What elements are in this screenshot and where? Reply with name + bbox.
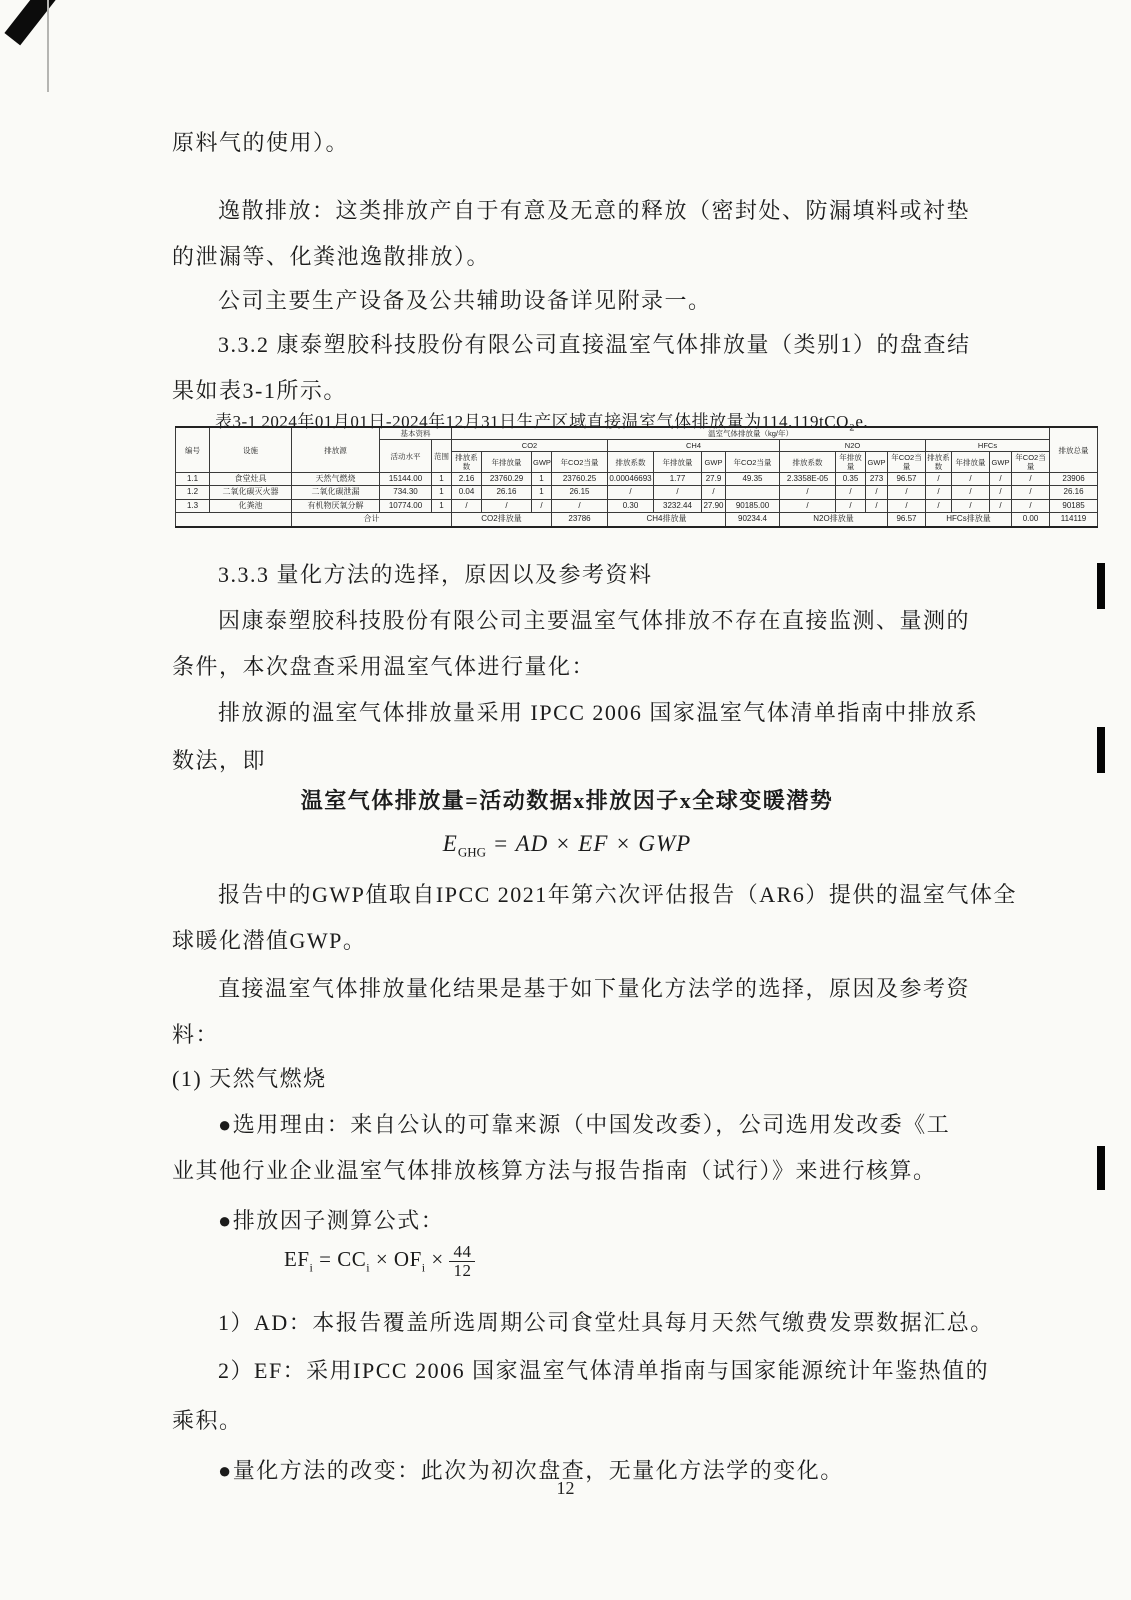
col-header-ef: 排放系数 bbox=[927, 453, 950, 471]
col-header-ch4: CH4 bbox=[608, 440, 780, 452]
table-row: 1.3 化粪池 有机物厌氧分解 10774.00 1 / / / / 0.30 3232.44 27.90 90185.00 / / / / / / / / 90185 bbox=[176, 499, 1098, 512]
body-line: 直接温室气体排放量化结果是基于如下量化方法学的选择，原因及参考资 bbox=[218, 976, 971, 1001]
col-header-gwp: GWP bbox=[532, 452, 552, 473]
summary-total-value: 114119 bbox=[1050, 513, 1098, 527]
body-line: 数法，即 bbox=[172, 748, 267, 773]
col-header-source: 排放源 bbox=[292, 427, 380, 473]
col-header-basic-info: 基本资料 bbox=[380, 427, 452, 440]
body-line: 因康泰塑胶科技股份有限公司主要温室气体排放不存在直接监测、量测的 bbox=[218, 608, 971, 633]
ghg-equation: $E_{GHG}$ = AD × EF × GWP bbox=[442, 831, 692, 860]
col-header-annual: 年排放量 bbox=[952, 452, 990, 473]
col-header-scope: 范围 bbox=[432, 440, 452, 473]
col-header-co2: CO2 bbox=[452, 440, 608, 452]
table-row: 1.2 二氧化碳灭火器 二氧化碳泄漏 734.30 1 0.04 26.16 1 26.15 / / / / / / / / / / / 26.16 bbox=[176, 486, 1098, 499]
body-line: 乘积。 bbox=[172, 1408, 243, 1433]
body-line: 业其他行业企业温室气体排放核算方法与报告指南（试行）》来进行核算。 bbox=[172, 1158, 937, 1183]
list-item-natural-gas: (1) 天然气燃烧 bbox=[172, 1066, 327, 1091]
table-row: 1.1 食堂灶具 天然气燃烧 15144.00 1 2.16 23760.29 1 23760.25 0.00046693 1.77 27.9 49.35 2.3358E-05 0.35 273 96.57 / / / / 23906 bbox=[176, 473, 1098, 486]
col-header-gwp: GWP bbox=[702, 452, 726, 473]
scan-edge-mark bbox=[1097, 727, 1105, 773]
col-header-annual: 年排放量 bbox=[654, 452, 702, 473]
col-header-gwp: GWP bbox=[866, 452, 888, 473]
body-line: 公司主要生产设备及公共辅助设备详见附录一。 bbox=[218, 288, 712, 313]
body-line: 的泄漏等、化粪池逸散排放）。 bbox=[172, 244, 491, 269]
col-header-n2o: N2O bbox=[780, 440, 926, 452]
heading-3-3-2: 3.3.2 康泰塑胶科技股份有限公司直接温室气体排放量（类别1）的盘查结 bbox=[218, 332, 971, 357]
ghg-formula-text: 温室气体排放量=活动数据x排放因子x全球变暖潜势 bbox=[300, 788, 834, 813]
col-header-hfcs: HFCs bbox=[926, 440, 1050, 452]
emissions-table-wrapper bbox=[175, 426, 1089, 528]
scan-edge-mark bbox=[1097, 1146, 1105, 1190]
scan-left-line-artifact bbox=[47, 0, 49, 92]
col-header-annual: 年排放量 bbox=[836, 452, 866, 473]
col-header-co2eq: 年CO2当量 bbox=[888, 452, 926, 473]
summary-ch4-label: CH4排放量 bbox=[608, 513, 726, 527]
col-header-gwp: GWP bbox=[990, 452, 1012, 473]
col-header-co2eq: 年CO2当量 bbox=[1012, 452, 1050, 473]
summary-label: 合计 bbox=[292, 513, 452, 527]
bullet-line: ●选用理由：来自公认的可靠来源（中国发改委），公司选用发改委《工 bbox=[218, 1112, 951, 1137]
body-line: 条件，本次盘查采用温室气体进行量化： bbox=[172, 654, 596, 679]
table-summary-row bbox=[176, 513, 1098, 527]
bullet-line: ●排放因子测算公式： bbox=[218, 1208, 445, 1233]
summary-hfcs-value: 0.00 bbox=[1012, 513, 1050, 527]
summary-ch4-value: 90234.4 bbox=[726, 513, 780, 527]
fraction-44-12: $\frac{44}{12}$ bbox=[449, 1243, 475, 1280]
col-header-facility: 设施 bbox=[210, 427, 292, 473]
col-header-co2eq: 年CO2当量 bbox=[552, 452, 608, 473]
scan-corner-artifact bbox=[4, 0, 59, 45]
body-line: 料： bbox=[172, 1022, 220, 1047]
table-header-row bbox=[176, 427, 1098, 440]
summary-n2o-label: N2O排放量 bbox=[780, 513, 888, 527]
col-header-ef: 排放系数 bbox=[608, 452, 654, 473]
summary-co2-label: CO2排放量 bbox=[452, 513, 552, 527]
body-line: 排放源的温室气体排放量采用 IPCC 2006 国家温室气体清单指南中排放系 bbox=[218, 700, 979, 725]
col-header-ef: 排放系数 bbox=[452, 452, 482, 473]
col-header-ef: 排放系数 bbox=[780, 452, 836, 473]
col-header-activity: 活动水平 bbox=[380, 440, 432, 473]
table-caption: 表3-1 2024年01月01日-2024年12月31日生产区域直接温室气体排放量为114.119tCO₂e. bbox=[215, 412, 869, 431]
summary-co2-value: 23786 bbox=[552, 513, 608, 527]
summary-hfcs-label: HFCs排放量 bbox=[926, 513, 1012, 527]
col-header-co2eq: 年CO2当量 bbox=[726, 452, 780, 473]
body-line: 逸散排放：这类排放产自于有意及无意的释放（密封处、防漏填料或衬垫 bbox=[218, 198, 971, 223]
scan-edge-mark bbox=[1097, 563, 1105, 609]
col-header-no: 编号 bbox=[176, 427, 210, 473]
col-header-total: 排放总量 bbox=[1050, 427, 1098, 473]
body-line: 果如表3-1所示。 bbox=[172, 378, 347, 403]
emissions-table bbox=[175, 426, 1098, 528]
summary-n2o-value: 96.57 bbox=[888, 513, 926, 527]
body-line: 原料气的使用）。 bbox=[172, 130, 350, 155]
heading-3-3-3: 3.3.3 量化方法的选择，原因以及参考资料 bbox=[218, 562, 653, 587]
col-header-annual: 年排放量 bbox=[482, 452, 532, 473]
page-number: 12 bbox=[556, 1478, 575, 1498]
bullet-line: ●量化方法的改变：此次为初次盘查，无量化方法学的变化。 bbox=[218, 1458, 844, 1483]
ef-equation: $EF_i = CC_i \times OF_i$ × $\frac{44}{12}$ bbox=[284, 1243, 475, 1280]
col-header-ghg-group: 温室气体排放量（kg/年） bbox=[452, 427, 1050, 440]
body-line: 2）EF：采用IPCC 2006 国家温室气体清单指南与国家能源统计年鉴热值的 bbox=[218, 1358, 990, 1383]
body-line: 球暖化潜值GWP。 bbox=[172, 928, 367, 953]
body-line: 报告中的GWP值取自IPCC 2021年第六次评估报告（AR6）提供的温室气体全 bbox=[218, 882, 1017, 907]
body-line: 1）AD：本报告覆盖所选周期公司食堂灶具每月天然气缴费发票数据汇总。 bbox=[218, 1310, 994, 1335]
